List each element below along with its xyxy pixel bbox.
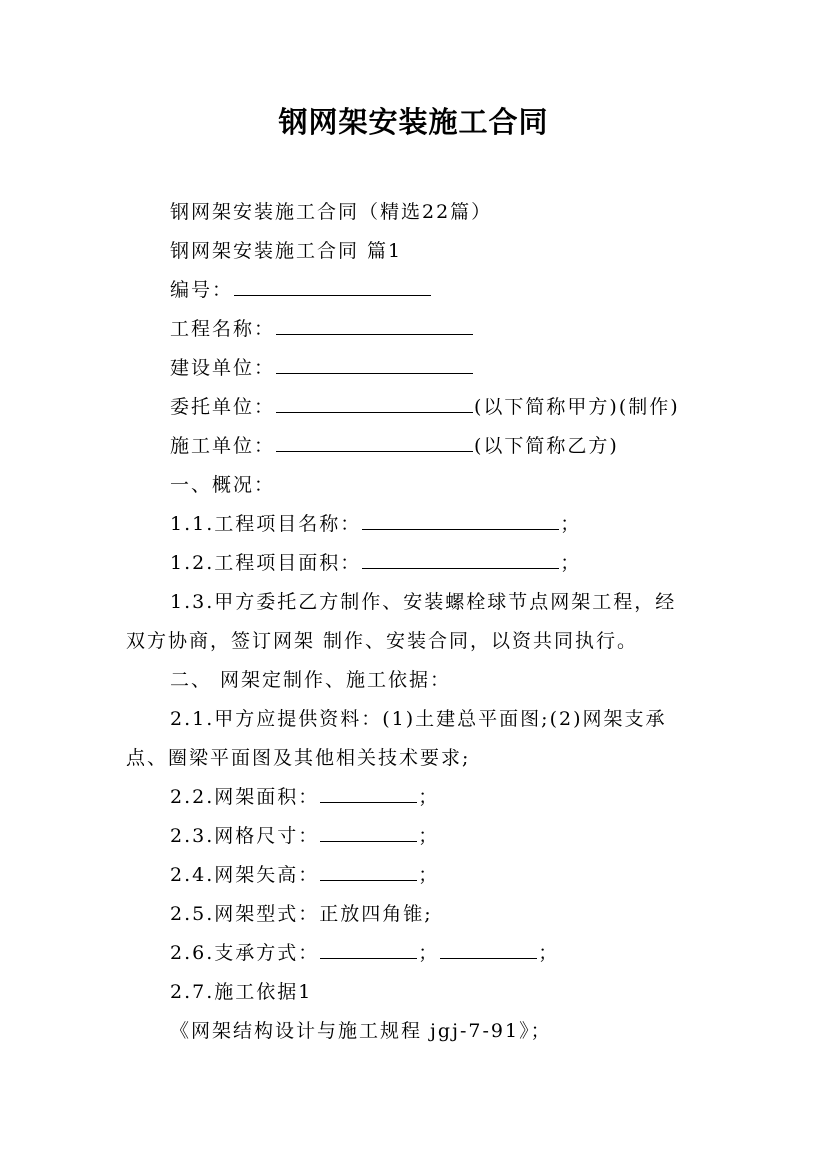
field-project-name-label: 工程名称： xyxy=(170,318,276,340)
item-2-1-line-2: 点、圈梁平面图及其他相关技术要求; xyxy=(126,747,471,769)
semicolon: ； xyxy=(418,786,440,808)
fill-blank xyxy=(320,861,417,881)
item-2-6 xyxy=(170,939,559,967)
field-number xyxy=(170,276,432,304)
item-2-7-reference: 《网架结构设计与施工规程 jgj-7-91》； xyxy=(170,1020,552,1042)
item-1-2 xyxy=(170,549,581,577)
section-1-heading: 一、概况： xyxy=(170,474,276,496)
semicolon: ； xyxy=(418,825,440,847)
semicolon: ； xyxy=(538,942,560,964)
field-number-label: 编号： xyxy=(170,279,234,301)
item-2-2-label: 2.2.网架面积： xyxy=(170,786,320,808)
chapter-heading: 钢网架安装施工合同 篇1 xyxy=(170,240,403,262)
fill-blank xyxy=(320,822,417,842)
section-2-heading: 二、 网架定制作、施工依据： xyxy=(170,669,452,691)
item-2-1-line-1: 2.1.甲方应提供资料：(1)土建总平面图;(2)网架支承 xyxy=(170,708,667,730)
field-client xyxy=(170,393,680,421)
fill-blank xyxy=(276,315,473,335)
item-2-6-label: 2.6.支承方式： xyxy=(170,942,320,964)
fill-blank xyxy=(440,939,537,959)
item-1-1 xyxy=(170,510,581,538)
item-1-3-line-2: 双方协商，签订网架 制作、安装合同，以资共同执行。 xyxy=(126,630,639,652)
item-1-3-line-1: 1.3.甲方委托乙方制作、安装螺栓球节点网架工程，经 xyxy=(170,591,677,613)
item-2-4 xyxy=(170,861,439,889)
field-contractor xyxy=(170,432,619,460)
field-client-label: 委托单位： xyxy=(170,396,276,418)
fill-blank xyxy=(234,276,431,296)
item-1-2-label: 1.2.工程项目面积： xyxy=(170,552,362,574)
field-builder-label: 建设单位： xyxy=(170,357,276,379)
fill-blank xyxy=(320,939,417,959)
item-2-3-label: 2.3.网格尺寸： xyxy=(170,825,320,847)
field-contractor-label: 施工单位： xyxy=(170,435,276,457)
item-1-1-label: 1.1.工程项目名称： xyxy=(170,513,362,535)
document-title: 钢网架安装施工合同 xyxy=(278,105,549,139)
separator: ； xyxy=(418,942,440,964)
semicolon: ； xyxy=(560,552,582,574)
field-contractor-suffix: (以下简称乙方) xyxy=(474,435,619,457)
item-2-7: 2.7.施工依据1 xyxy=(170,981,313,1003)
field-project-name xyxy=(170,315,474,343)
fill-blank xyxy=(276,432,473,452)
fill-blank xyxy=(320,783,417,803)
fill-blank xyxy=(362,549,559,569)
field-client-suffix: (以下简称甲方)(制作) xyxy=(474,396,680,418)
fill-blank xyxy=(362,510,559,530)
fill-blank xyxy=(276,393,473,413)
item-2-5: 2.5.网架型式：正放四角锥; xyxy=(170,903,433,925)
semicolon: ； xyxy=(560,513,582,535)
field-builder xyxy=(170,354,474,382)
fill-blank xyxy=(276,354,473,374)
item-2-4-label: 2.4.网架矢高： xyxy=(170,864,320,886)
item-2-2 xyxy=(170,783,439,811)
semicolon: ； xyxy=(418,864,440,886)
item-2-3 xyxy=(170,822,439,850)
subtitle: 钢网架安装施工合同（精选22篇） xyxy=(170,201,493,223)
